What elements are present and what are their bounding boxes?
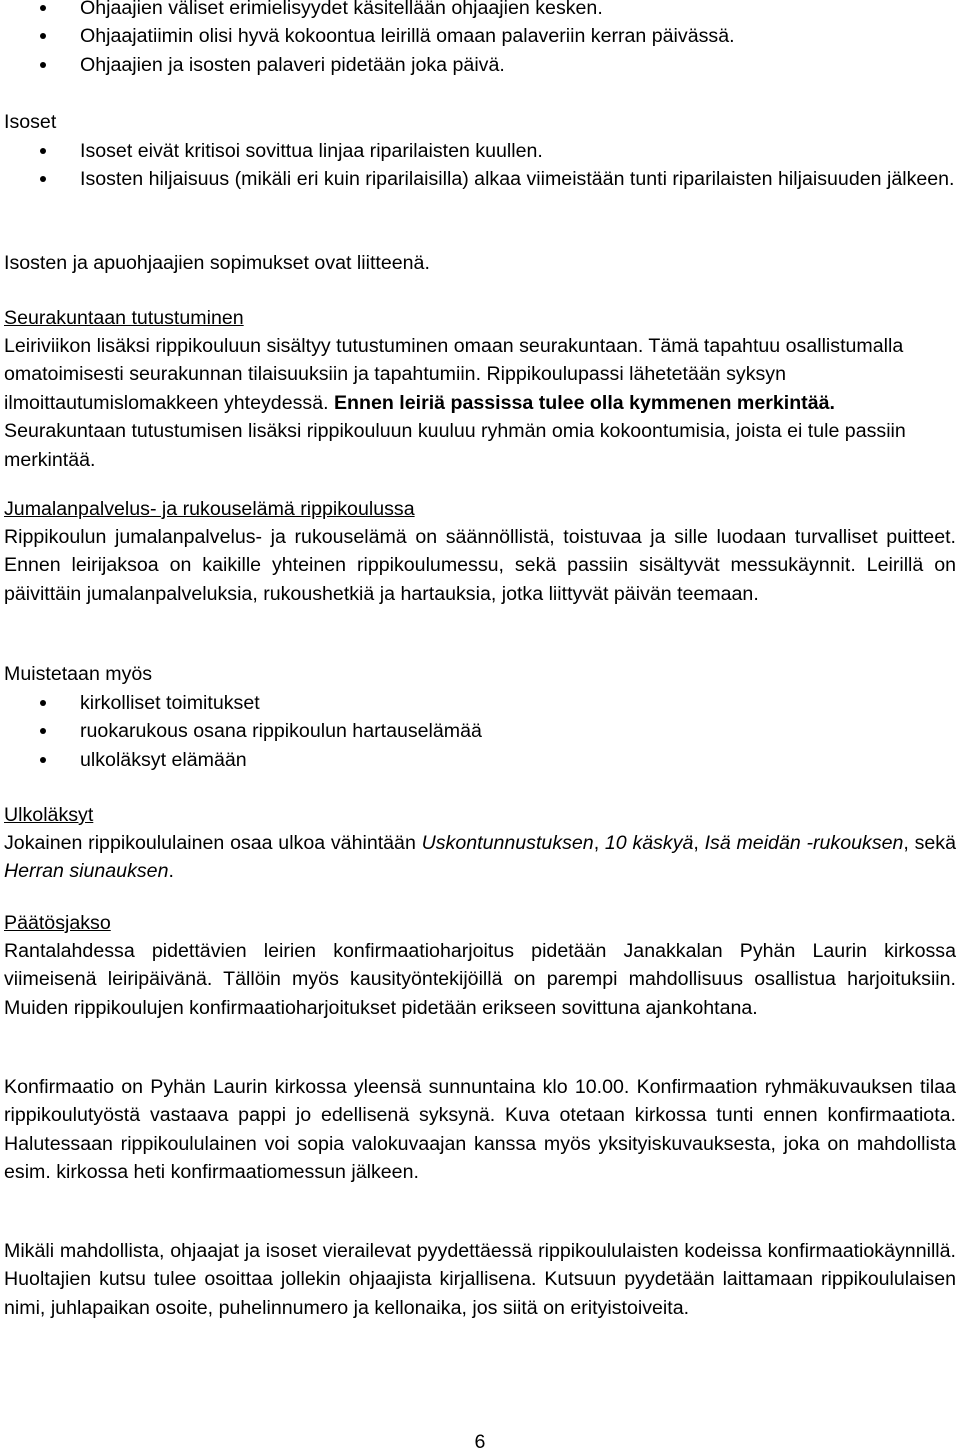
paragraph-ulkolaksyt: Jokainen rippikoululainen osaa ulkoa vähintään Uskontunnustuksen, 10 käskyä, Isä meidän -rukouksen, sekä Herran siunauksen. (4, 832, 956, 883)
bullet-icon (40, 757, 46, 763)
paragraph-paatosjakso-2: Konfirmaatio on Pyhän Laurin kirkossa yleensä sunnuntaina klo 10.00. Konfirmaation ryhmäkuvauksen tilaa rippikoulutyöstä vastaava pappi jo edellisenä syksynä. Kuva otetaan kirkossa tunti ennen konfirmaatiota. Halutessaan rippikoululainen voi sopia valokuvaajan kanssa myös yksityiskuvauksesta, joka on mahdollista esim. kirkossa heti konfirmaatiomessun jälkeen. (4, 1076, 956, 1184)
section-heading-seurakunta: Seurakuntaan tutustuminen (4, 307, 244, 329)
list-item: kirkolliset toimitukset (0, 689, 958, 717)
page-number: 6 (474, 1431, 486, 1453)
emphasis-bold: Ennen leiriä passissa tulee olla kymmenen merkintää. (333, 391, 835, 414)
bullet-list-isoset (0, 137, 958, 194)
list-item: Isosten hiljaisuus (mikäli eri kuin riparilaisilla) alkaa viimeistään tunti riparilaisten hiljaisuuden jälkeen. (0, 165, 958, 193)
paragraph-paatosjakso-3: Mikäli mahdollista, ohjaajat ja isoset vierailevat pyydettäessä rippikoululaisten kodeissa konfirmaatiokäynnillä. Huoltajien kutsu tulee osoittaa jollekin ohjaajista kirjallisena. Kutsuun pyydetään laittamaan rippikoululaisen nimi, juhlapaikan osoite, puhelinnumero ja kellonaika, jos siitä on erityistoiveita. (4, 1240, 956, 1319)
bullet-list-ohjaajat (0, 0, 958, 79)
paragraph-seurakunta: Leiriviikon lisäksi rippikouluun sisältyy tutustuminen omaan seurakuntaan. Tämä tapahtuu osallistumalla omatoimisesti seurakunnan tilaisuuksiin ja tapahtumiin. Rippikoulupassi lähetetään syksyn ilmoittautumislomakkeen yhteydessä. Ennen leiriä passissa tulee olla kymmenen merkintää. Seurakuntaan tutustumisen lisäksi rippikouluun kuuluu ryhmän omia kokoontumisia, joista ei tule passiin merkintää. (4, 335, 906, 471)
bullet-icon (40, 728, 46, 734)
bullet-icon (40, 700, 46, 706)
list-item: Ohjaajien väliset erimielisyydet käsitellään ohjaajien kesken. (0, 0, 958, 22)
section-heading-jumalanpalvelus: Jumalanpalvelus- ja rukouselämä rippikoulussa (4, 498, 415, 520)
section-heading-paatosjakso: Päätösjakso (4, 912, 111, 934)
paragraph-jumalanpalvelus: Rippikoulun jumalanpalvelus- ja rukouselämä on säännöllistä, toistuvaa ja sille luodaan turvalliset puitteet. Ennen leirijaksoa on kaikille yhteinen rippikoulumessu, sekä passiin sisältyvät messukäynnit. Leirillä on päivittäin jumalanpalveluksia, rukoushetkiä ja hartauksia, jotka liittyvät päivän teemaan. (4, 526, 956, 605)
isoset-note: Isosten ja apuohjaajien sopimukset ovat liitteenä. (4, 252, 430, 274)
paragraph-paatosjakso-1: Rantalahdessa pidettävien leirien konfirmaatioharjoitus pidetään Janakkalan Pyhän Laurin kirkossa viimeisenä leiripäivänä. Tällöin myös kausityöntekijöillä on parempi mahdollisuus osallistua harjoituksiin. Muiden rippikoulujen konfirmaatioharjoitukset pidetään erikseen sovittuna ajankohtana. (4, 940, 956, 1019)
bullet-icon (40, 148, 46, 154)
list-item: Ohjaajien ja isosten palaveri pidetään joka päivä. (0, 51, 958, 79)
bullet-icon (40, 176, 46, 182)
section-heading-ulkolaksyt: Ulkoläksyt (4, 804, 94, 826)
bullet-list-muistetaan (0, 689, 958, 774)
bullet-icon (40, 62, 46, 68)
list-item: ruokarukous osana rippikoulun hartauselämää (0, 717, 958, 745)
list-item: ulkoläksyt elämään (0, 746, 958, 774)
section-heading-isoset: Isoset (4, 111, 57, 133)
bullet-icon (40, 33, 46, 39)
section-heading-muistetaan: Muistetaan myös (4, 663, 153, 685)
bullet-icon (40, 5, 46, 11)
list-item: Ohjaajatiimin olisi hyvä kokoontua leirillä omaan palaveriin kerran päivässä. (0, 22, 958, 50)
list-item: Isoset eivät kritisoi sovittua linjaa riparilaisten kuullen. (0, 137, 958, 165)
